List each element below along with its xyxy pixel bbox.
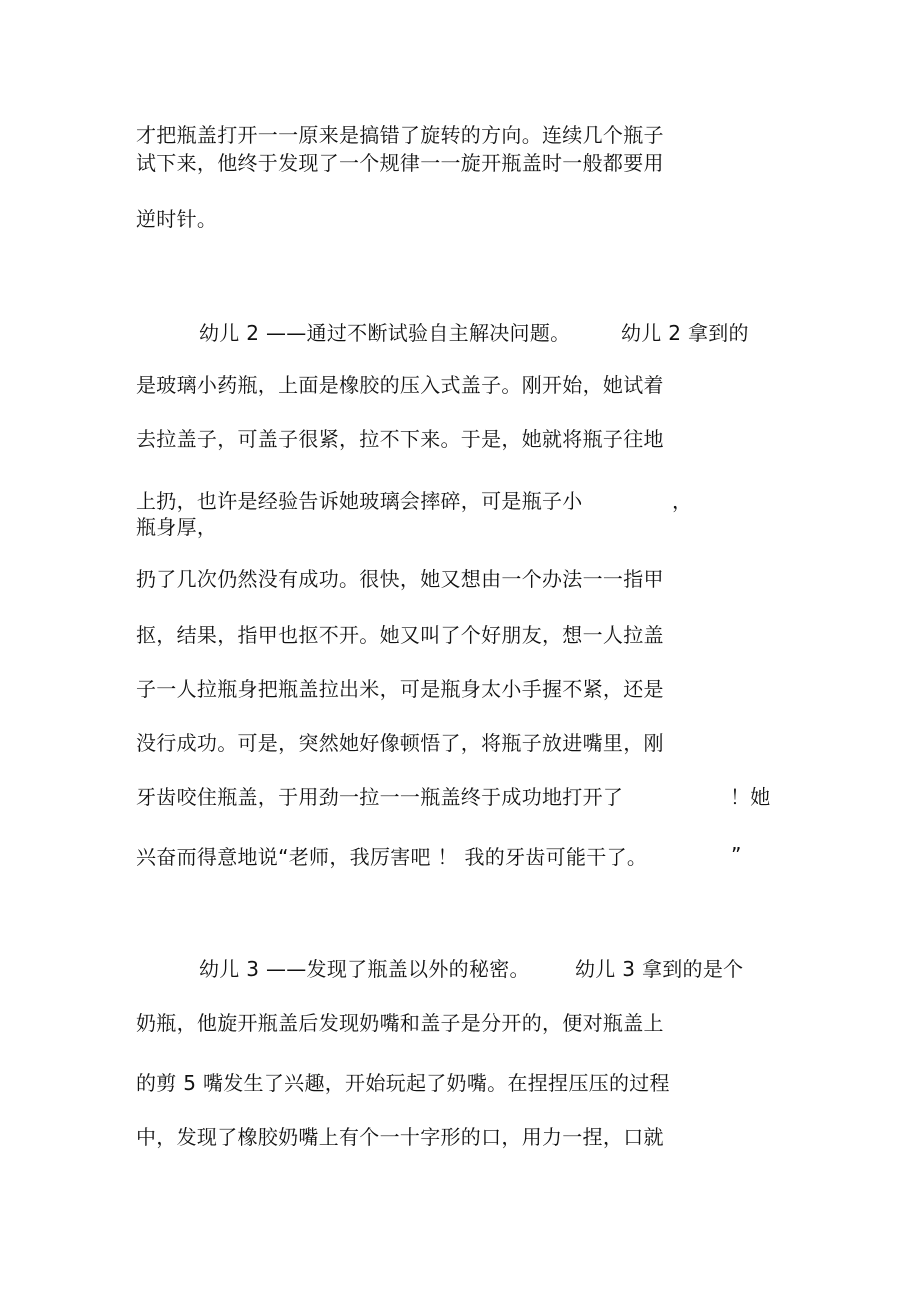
text-line: 去拉盖子，可盖子很紧，拉不下来。于是，她就将瓶子往地	[136, 427, 664, 451]
text-line: ，	[672, 489, 693, 513]
text-line: 奶瓶，他旋开瓶盖后发现奶嘴和盖子是分开的，便对瓶盖上	[136, 1011, 664, 1035]
text-line: 瓶身厚，	[136, 515, 218, 539]
paragraph-heading: 幼儿 3 ——发现了瓶盖以外的秘密。	[199, 957, 530, 981]
text-line: ”	[731, 843, 742, 867]
text-line: 子一人拉瓶身把瓶盖拉出米，可是瓶身太小手握不紧，还是	[136, 677, 664, 701]
text-line: 的剪 5 嘴发生了兴趣，开始玩起了奶嘴。在捏捏压压的过程	[136, 1071, 670, 1095]
text-line: 扔了几次仍然没有成功。很快，她又想由一个办法一一指甲	[136, 567, 664, 591]
text-line: 抠，结果，指甲也抠不开。她又叫了个好朋友，想一人拉盖	[136, 623, 664, 647]
text-line: 逆时针。	[136, 207, 218, 231]
paragraph-heading: 幼儿 2 ——通过不断试验自主解决问题。	[199, 321, 571, 345]
text-line: ！她	[730, 785, 771, 809]
text-line: 幼儿 2 拿到的	[621, 321, 749, 345]
text-line: 是玻璃小药瓶，上面是橡胶的压入式盖子。刚开始，她试着	[136, 373, 664, 397]
text-line: 中，发现了橡胶奶嘴上有个一十字形的口，用力一捏，口就	[136, 1125, 664, 1149]
text-line: 幼儿 3 拿到的是个	[575, 957, 744, 981]
text-line: 兴奋而得意地说“老师，我厉害吧 ！ 我的牙齿可能干了。	[136, 845, 648, 869]
text-line: 没行成功。可是，突然她好像顿悟了，将瓶子放进嘴里，刚	[136, 731, 664, 755]
text-line: 试下来，他终于发现了一个规律一一旋开瓶盖时一般都要用	[136, 151, 664, 175]
text-line: 牙齿咬住瓶盖，于用劲一拉一一瓶盖终于成功地打开了	[136, 785, 624, 809]
text-line: 才把瓶盖打开一一原来是搞错了旋转的方向。连续几个瓶子	[136, 123, 664, 147]
text-line: 上扔，也许是经验告诉她玻璃会摔碎，可是瓶子小	[136, 489, 583, 513]
